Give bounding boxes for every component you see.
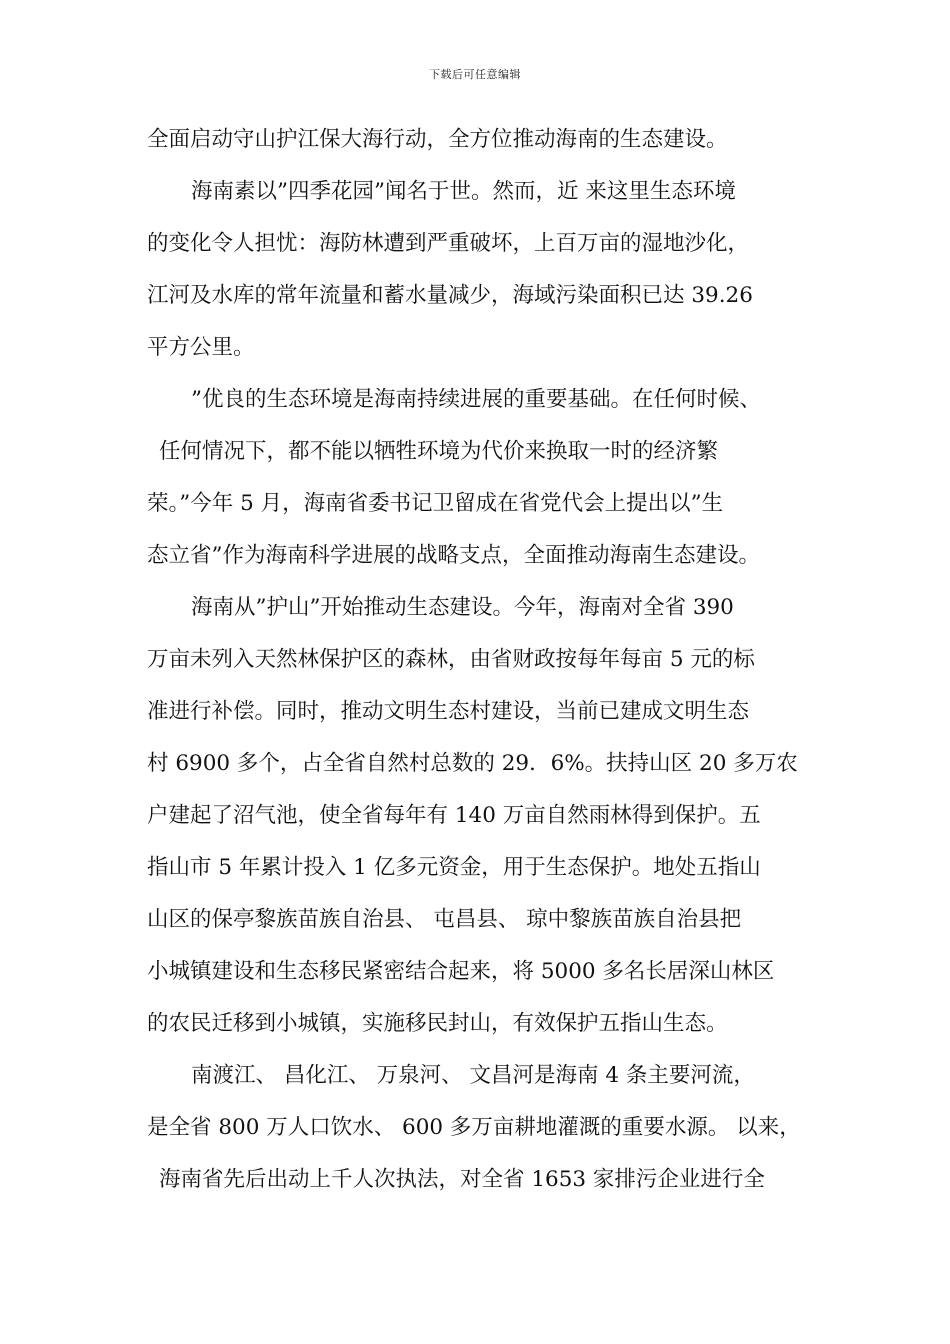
text-line: 荣。”今年 5 月，海南省委书记卫留成在省党代会上提出以”生 [147, 491, 724, 516]
text-line: 户建起了沼气池，使全省每年有 140 万亩自然雨林得到保护。五 [147, 803, 761, 828]
text-line: 小城镇建设和生态移民紧密结合起来，将 5000 多名长居深山林区 [147, 959, 775, 984]
text-line: 海南省先后出动上千人次执法，对全省 1653 家排污企业进行全 [159, 1167, 765, 1192]
text-line: 村 6900 多个，占全省自然村总数的 29．6%。扶持山区 20 多万农 [147, 751, 798, 776]
text-line: 态立省”作为海南科学进展的战略支点，全面推动海南生态建设。 [147, 543, 760, 568]
text-line: 是全省 800 万人口饮水、 600 多万亩耕地灌溉的重要水源。 以来， [147, 1115, 801, 1140]
text-line: ”优良的生态环境是海南持续进展的重要基础。在任何时候、 [191, 387, 761, 412]
text-line: 的农民迁移到小城镇，实施移民封山，有效保护五指山生态。 [147, 1011, 728, 1036]
text-line: 江河及水库的常年流量和蓄水量减少，海域污染面积已达 39.26 [147, 283, 753, 308]
text-line: 的变化令人担忧：海防林遭到严重破坏，上百万亩的湿地沙化， [147, 231, 750, 256]
text-line: 准进行补偿。同时，推动文明生态村建设，当前已建成文明生态 [147, 699, 750, 724]
text-line: 山区的保亭黎族苗族自治县、 屯昌县、 琼中黎族苗族自治县把 [147, 907, 742, 932]
text-line: 全面启动守山护江保大海行动，全方位推动海南的生态建设。 [147, 127, 728, 152]
text-line: 海南素以”四季花园”闻名于世。然而，近 来这里生态环境 [191, 179, 736, 204]
text-line: 海南从”护山”开始推动生态建设。今年，海南对全省 390 [191, 595, 734, 620]
page-header-note: 下载后可任意编辑 [429, 68, 521, 81]
text-line: 任何情况下，都不能以牺牲环境为代价来换取一时的经济繁 [159, 439, 719, 464]
text-line: 南渡江、 昌化江、 万泉河、 文昌河是海南 4 条主要河流， [191, 1063, 755, 1088]
text-line: 指山市 5 年累计投入 1 亿多元资金，用于生态保护。地处五指山 [147, 855, 761, 880]
text-line: 平方公里。 [147, 335, 255, 360]
text-line: 万亩未列入天然林保护区的森林，由省财政按每年每亩 5 元的标 [147, 647, 755, 672]
